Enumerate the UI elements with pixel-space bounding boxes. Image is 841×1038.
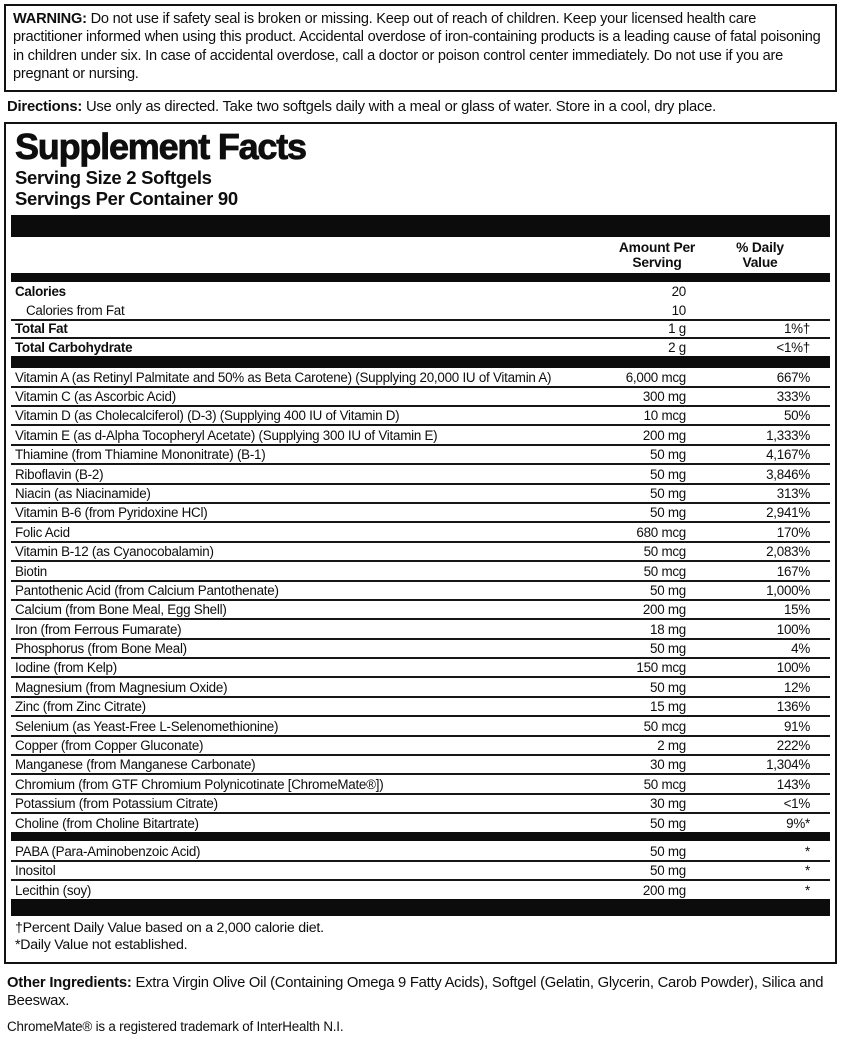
nutrient-name: Copper (from Copper Gluconate)	[15, 738, 204, 754]
nutrient-amount: 680 mcg	[636, 524, 686, 540]
nutrient-name: Niacin (as Niacinamide)	[15, 485, 151, 501]
nutrient-row	[11, 444, 830, 463]
nutrient-row	[11, 696, 830, 715]
nutrient-daily-value: *	[805, 863, 810, 879]
nutrient-daily-value: 91%	[783, 718, 810, 734]
nutrient-amount: 30 mg	[650, 757, 686, 773]
nutrient-daily-value: 100%	[776, 660, 810, 676]
nutrient-name: Phosphorus (from Bone Meal)	[15, 641, 187, 657]
nutrient-daily-value: 136%	[776, 699, 810, 715]
nutrient-daily-value: 143%	[776, 776, 810, 792]
nutrient-row	[11, 483, 830, 502]
nutrient-name: Lecithin (soy)	[15, 882, 92, 898]
nutrient-daily-value: 167%	[776, 563, 810, 579]
other-ingredients	[4, 964, 837, 1010]
warning-label: WARNING:	[13, 11, 87, 27]
nutrient-amount: 200 mg	[642, 602, 686, 618]
nutrient-row	[11, 715, 830, 734]
nutrient-name: Vitamin B-12 (as Cyanocobalamin)	[15, 544, 214, 560]
divider-bar-under-carbohydrate	[11, 356, 830, 368]
nutrient-daily-value: 667%	[776, 369, 810, 385]
nutrient-amount: 15 mg	[650, 699, 686, 715]
nutrient-name: Magnesium (from Magnesium Oxide)	[15, 679, 228, 695]
nutrient-amount: 50 mg	[650, 863, 686, 879]
nutrient-row	[11, 860, 830, 879]
nutrient-daily-value: 333%	[776, 389, 810, 405]
servings-per-container: Servings Per Container 90	[15, 188, 238, 210]
trademark-note: ChromeMate® is a registered trademark of InterHealth N.I.	[7, 1018, 344, 1034]
nutrient-name: Chromium (from GTF Chromium Polynicotinate [ChromeMate®])	[15, 776, 384, 792]
column-header-row	[11, 237, 830, 273]
macro-row	[11, 319, 830, 338]
nutrient-name: Vitamin B-6 (from Pyridoxine HCl)	[15, 505, 208, 521]
nutrient-amount: 50 mg	[650, 679, 686, 695]
nutrient-amount: 200 mg	[642, 427, 686, 443]
nutrient-amount: 50 mg	[650, 844, 686, 859]
nutrient-name: Inositol	[15, 863, 56, 879]
nutrient-row	[11, 521, 830, 540]
nutrient-daily-value: 313%	[776, 485, 810, 501]
nutrient-amount: 50 mg	[650, 466, 686, 482]
nutrient-daily-value: 2,083%	[766, 544, 810, 560]
nutrient-daily-value: 170%	[776, 524, 810, 540]
nutrient-daily-value: 50%	[783, 408, 810, 424]
nutrient-amount: 6,000 mcg	[625, 369, 686, 385]
nutrient-amount: 50 mg	[650, 447, 686, 463]
nutrient-amount: 2 g	[668, 339, 686, 355]
nutrient-row	[11, 657, 830, 676]
nutrient-amount: 30 mg	[650, 796, 686, 812]
nutrient-name: Calcium (from Bone Meal, Egg Shell)	[15, 602, 227, 618]
amount-header-line2: Serving	[632, 255, 682, 271]
directions-label: Directions:	[7, 98, 83, 115]
nutrient-name: Riboflavin (B-2)	[15, 466, 104, 482]
footnotes	[11, 916, 830, 956]
daily-header-line2: Value	[742, 255, 778, 271]
nutrient-amount: 300 mg	[642, 389, 686, 405]
warning-box	[4, 4, 837, 92]
nutrient-name: Pantothenic Acid (from Calcium Pantothenate)	[15, 582, 279, 598]
nutrient-row	[11, 405, 830, 424]
nutrient-name: Thiamine (from Thiamine Mononitrate) (B-1)	[15, 447, 266, 463]
nutrient-row	[11, 386, 830, 405]
nutrient-amount: 10 mcg	[643, 408, 686, 424]
nutrient-row	[11, 541, 830, 560]
nutrient-row	[11, 841, 830, 860]
nutrient-amount: 50 mg	[650, 485, 686, 501]
nutrient-amount: 50 mcg	[643, 776, 686, 792]
nutrient-row	[11, 812, 830, 831]
nutrient-amount: 2 mg	[657, 738, 686, 754]
nutrient-amount: 200 mg	[642, 882, 686, 898]
daily-value-column-header	[688, 240, 832, 271]
divider-bar-before-footnotes	[11, 899, 830, 916]
nutrient-row	[11, 502, 830, 521]
nutrient-row	[11, 879, 830, 898]
macro-row	[11, 337, 830, 356]
nutrient-row	[11, 638, 830, 657]
divider-bar-under-choline	[11, 832, 830, 841]
nutrient-amount: 10	[671, 302, 686, 318]
panel-title: Supplement Facts	[15, 125, 306, 167]
other-ingredients-text: Extra Virgin Olive Oil (Containing Omega 9 Fatty Acids), Softgel (Gelatin, Glycerin, Carob Powder), Silica and Beeswax.	[7, 974, 824, 1009]
nutrient-row	[11, 368, 830, 386]
nutrient-daily-value: 15%	[783, 602, 810, 618]
nutrient-daily-value: 1,333%	[766, 427, 810, 443]
nutrient-amount: 18 mg	[650, 621, 686, 637]
nutrient-name: Choline (from Choline Bitartrate)	[15, 815, 199, 831]
nutrient-amount: 20	[671, 284, 686, 300]
nutrient-name: Vitamin A (as Retinyl Palmitate and 50% as Beta Carotene) (Supplying 20,000 IU of Vitamin A)	[15, 369, 552, 385]
nutrient-name: Zinc (from Zinc Citrate)	[15, 699, 146, 715]
nutrient-name: Biotin	[15, 563, 47, 579]
nutrient-row	[11, 754, 830, 773]
serving-size: Serving Size 2 Softgels	[15, 166, 212, 188]
nutrient-name: Vitamin E (as d-Alpha Tocopheryl Acetate) (Supplying 300 IU of Vitamin E)	[15, 427, 438, 443]
macro-row	[11, 282, 830, 301]
nutrient-amount: 1 g	[668, 321, 686, 337]
nutrient-name: Calories	[15, 284, 66, 300]
nutrient-name: Total Fat	[15, 321, 68, 337]
nutrient-daily-value: <1%†	[776, 339, 810, 355]
nutrient-name: Iron (from Ferrous Fumarate)	[15, 621, 182, 637]
vitamin-mineral-rows	[11, 368, 830, 832]
nutrient-amount: 50 mcg	[643, 718, 686, 734]
nutrient-amount: 50 mg	[650, 641, 686, 657]
nutrient-daily-value: 1%†	[783, 321, 810, 337]
nutrient-name: Total Carbohydrate	[15, 339, 133, 355]
nutrient-amount: 50 mcg	[643, 544, 686, 560]
footnote-daily-value: †Percent Daily Value based on a 2,000 calorie diet.	[15, 919, 324, 936]
nutrient-name: Folic Acid	[15, 524, 70, 540]
nutrient-daily-value: 4,167%	[766, 447, 810, 463]
supplement-facts-panel	[4, 122, 837, 964]
footnote-not-established: *Daily Value not established.	[15, 936, 188, 953]
nutrient-daily-value: *	[805, 882, 810, 898]
macro-rows	[11, 282, 830, 356]
nutrient-name: Iodine (from Kelp)	[15, 660, 117, 676]
directions	[4, 92, 837, 122]
divider-bar-top	[11, 215, 830, 237]
nutrient-name: PABA (Para-Aminobenzoic Acid)	[15, 844, 201, 859]
amount-header-line1: Amount Per	[618, 239, 696, 255]
nutrient-daily-value: 1,304%	[766, 757, 810, 773]
directions-text: Use only as directed. Take two softgels daily with a meal or glass of water. Store in a cool, dry place.	[85, 98, 717, 115]
nutrient-row	[11, 463, 830, 482]
nutrient-amount: 150 mcg	[636, 660, 686, 676]
nutrient-row	[11, 773, 830, 792]
nutrient-row	[11, 735, 830, 754]
nutrient-daily-value: 222%	[776, 738, 810, 754]
nutrient-name: Vitamin C (as Ascorbic Acid)	[15, 389, 176, 405]
nutrient-daily-value: 3,846%	[766, 466, 810, 482]
nutrient-row	[11, 676, 830, 695]
nutrient-daily-value: <1%	[783, 796, 810, 812]
nutrient-name: Manganese (from Manganese Carbonate)	[15, 757, 256, 773]
daily-header-line1: % Daily	[736, 239, 784, 255]
nutrient-row	[11, 599, 830, 618]
nutrient-daily-value: 1,000%	[766, 582, 810, 598]
nutrient-name: Calories from Fat	[26, 302, 125, 318]
nutrient-row	[11, 560, 830, 579]
nutrient-row	[11, 424, 830, 443]
nutrient-name: Selenium (as Yeast-Free L-Selenomethionine)	[15, 718, 279, 734]
nutrient-daily-value: 12%	[783, 679, 810, 695]
nutrient-daily-value: *	[805, 844, 810, 859]
nutrient-daily-value: 4%	[791, 641, 810, 657]
nutrient-daily-value: 100%	[776, 621, 810, 637]
nutrient-row	[11, 793, 830, 812]
nutrient-name: Vitamin D (as Cholecalciferol) (D-3) (Supplying 400 IU of Vitamin D)	[15, 408, 400, 424]
macro-row	[11, 300, 830, 319]
nutrient-daily-value: 9%*	[786, 815, 810, 831]
nutrient-daily-value: 2,941%	[766, 505, 810, 521]
nutrient-name: Potassium (from Potassium Citrate)	[15, 796, 218, 812]
nutrient-amount: 50 mg	[650, 815, 686, 831]
nutrient-row	[11, 618, 830, 637]
nutrient-amount: 50 mg	[650, 582, 686, 598]
nutrient-row	[11, 580, 830, 599]
warning-text: Do not use if safety seal is broken or missing. Keep out of reach of children. Keep your licensed health care practitioner informed when using this product. Accidental overdose of iron-containing products is a leading cause of fatal poisoning in children under six. In case of accidental overdose, call a doctor or poison control center immediately. Do not use if you are pregnant or nursing.	[13, 11, 821, 83]
other-ingredients-label: Other Ingredients:	[7, 974, 132, 991]
divider-bar-under-header	[11, 273, 830, 282]
other-compound-rows	[11, 841, 830, 899]
nutrient-amount: 50 mg	[650, 505, 686, 521]
nutrient-amount: 50 mcg	[643, 563, 686, 579]
